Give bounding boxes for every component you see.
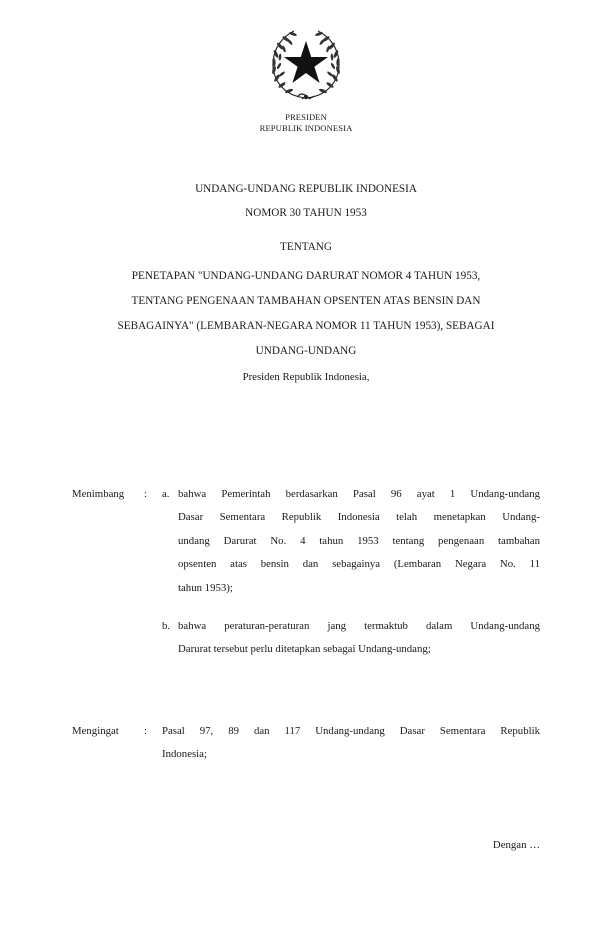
menimbang-item-a <box>178 483 540 600</box>
tentang-heading: TENTANG <box>280 241 332 253</box>
paragraph-line: Pasal 97, 89 dan 117 Undang-undang Dasar Sementara Republik <box>162 725 540 737</box>
paragraph-line: tahun 1953); <box>178 581 233 594</box>
paragraph-line: Dasar Sementara Republik Indonesia telah menetapkan Undang- <box>178 511 540 524</box>
menimbang-label: Menimbang <box>72 488 125 500</box>
subject-line: TENTANG PENGENAAN TAMBAHAN OPSENTEN ATAS BENSIN DAN <box>131 295 481 307</box>
garuda-emblem-icon <box>266 26 346 104</box>
item-letter-b: b. <box>162 620 171 632</box>
paragraph-line: Indonesia; <box>162 748 207 761</box>
mengingat-colon: : <box>144 725 147 737</box>
header-presiden: PRESIDEN <box>285 112 327 122</box>
paragraph-line: bahwa Pemerintah berdasarkan Pasal 96 ayat 1 Undang-undang <box>178 488 540 500</box>
page-continuation: Dengan … <box>492 839 540 851</box>
subject-line: PENETAPAN "UNDANG-UNDANG DARURAT NOMOR 4 TAHUN 1953, <box>131 270 481 282</box>
item-letter-a: a. <box>162 488 170 500</box>
document-number: NOMOR 30 TAHUN 1953 <box>245 207 367 219</box>
document-title: UNDANG-UNDANG REPUBLIK INDONESIA <box>195 183 417 195</box>
paragraph-line: opsenten atas bensin dan sebagainya (Lembaran Negara No. 11 <box>178 558 540 571</box>
paragraph-line: Darurat tersebut perlu ditetapkan sebagai Undang-undang; <box>178 643 431 656</box>
menimbang-item-b <box>178 615 540 662</box>
subject-line: SEBAGAINYA" (LEMBARAN-NEGARA NOMOR 11 TAHUN 1953), SEBAGAI <box>117 320 495 332</box>
paragraph-line: bahwa peraturan-peraturan jang termaktub dalam Undang-undang <box>178 620 540 632</box>
issuer-line: Presiden Republik Indonesia, <box>242 371 370 383</box>
header-republik-indonesia: REPUBLIK INDONESIA <box>259 123 353 133</box>
paragraph-line: undang Darurat No. 4 tahun 1953 tentang pengenaan tambahan <box>178 534 540 547</box>
subject-line: UNDANG-UNDANG <box>255 345 357 357</box>
document-subject <box>80 264 532 364</box>
menimbang-colon: : <box>144 488 147 500</box>
mengingat-label: Mengingat <box>72 725 119 737</box>
mengingat-text <box>162 720 540 767</box>
